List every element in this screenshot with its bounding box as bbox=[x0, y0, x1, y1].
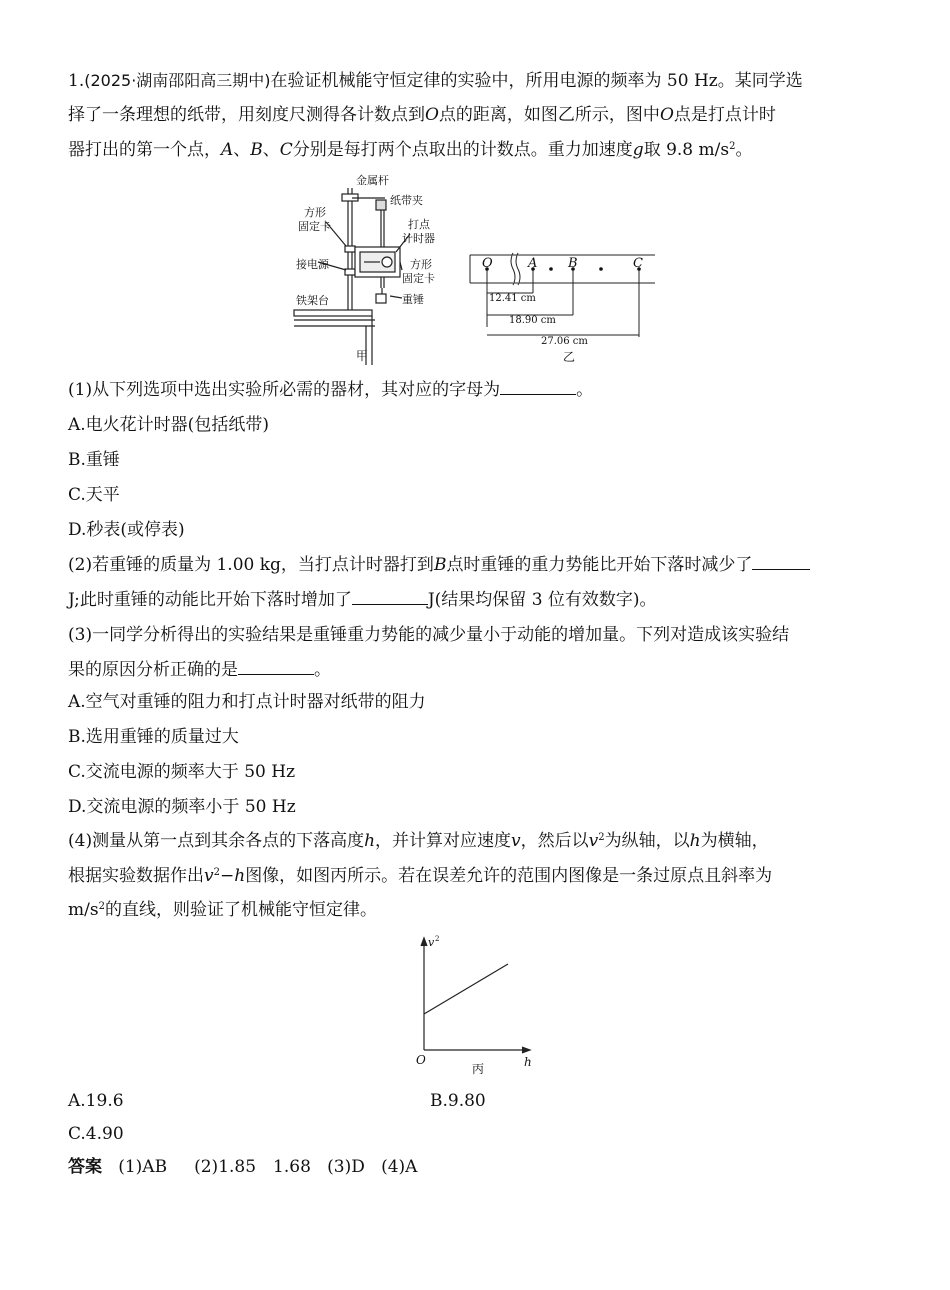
part3-option-a: A.空气对重锤的阻力和打点计时器对纸带的阻力 bbox=[68, 692, 426, 712]
answer-p1: (1)AB bbox=[118, 1157, 168, 1177]
tape-label-a: A bbox=[528, 256, 538, 271]
part3-option-d: D.交流电源的频率小于 50 Hz bbox=[68, 797, 296, 817]
label-card-1b: 固定卡 bbox=[298, 220, 331, 233]
label-card-2b: 固定卡 bbox=[402, 272, 435, 285]
dist-b: 18.90 cm bbox=[509, 315, 556, 326]
square-card-2 bbox=[345, 269, 355, 275]
answer-blank bbox=[500, 378, 576, 395]
part3-line-1: (3)一同学分析得出的实验结果是重锤重力势能的减少量小于动能的增加量。下列对造成该实验结 bbox=[68, 625, 790, 645]
caption-jia: 甲 bbox=[356, 349, 369, 363]
caption-bing: 丙 bbox=[472, 1062, 485, 1076]
answer-blank bbox=[352, 588, 428, 605]
answer-p4: (4)A bbox=[381, 1157, 418, 1177]
answer-blank bbox=[238, 658, 314, 675]
part4-option-c: C.4.90 bbox=[68, 1124, 124, 1144]
figure-apparatus bbox=[290, 170, 460, 370]
tape-label-c: C bbox=[633, 256, 643, 271]
label-weight: 重锤 bbox=[402, 293, 424, 306]
origin-label: O bbox=[416, 1053, 426, 1067]
part4-option-b: B.9.80 bbox=[430, 1091, 486, 1111]
label-timer-a: 打点 bbox=[408, 218, 430, 231]
part4-line-1: (4)测量从第一点到其余各点的下落高度h，并计算对应速度v，然后以$v^2$为纵轴，以h为横轴， bbox=[68, 831, 769, 851]
tape-label-o: O bbox=[482, 256, 493, 271]
question-stem-line-2: 择了一条理想的纸带，用刻度尺测得各计数点到O点的距离，如图乙所示，图中O点是打点计时 bbox=[68, 105, 776, 125]
part2-line-1: (2)若重锤的质量为 1.00 kg，当打点计时器打到B点时重锤的重力势能比开始下落时减少了 bbox=[68, 553, 810, 577]
square-card-1 bbox=[345, 246, 355, 252]
y-axis-sup: 2 bbox=[435, 935, 440, 943]
label-power: 接电源 bbox=[296, 258, 329, 271]
answer-line bbox=[68, 1155, 417, 1179]
dist-c: 27.06 cm bbox=[541, 336, 588, 347]
label-clip: 纸带夹 bbox=[390, 194, 423, 207]
part4-line-2: 根据实验数据作出$v^2-h$图像，如图丙所示。若在误差允许的范围内图像是一条过原点且斜率为 bbox=[68, 866, 773, 886]
label-rod: 金属杆 bbox=[356, 174, 389, 187]
stand-base bbox=[294, 310, 372, 316]
part3-option-c: C.交流电源的频率大于 50 Hz bbox=[68, 762, 296, 782]
dist-a: 12.41 cm bbox=[489, 293, 536, 304]
answer-p3: (3)D bbox=[327, 1157, 365, 1177]
answer-p2: (2)1.85 1.68 bbox=[194, 1157, 311, 1177]
y-axis-label: v bbox=[428, 936, 435, 949]
part4-option-a: A.19.6 bbox=[68, 1091, 124, 1111]
figure-v2-h-graph bbox=[410, 930, 545, 1080]
part3-option-b: B.选用重锤的质量过大 bbox=[68, 727, 239, 747]
tape-dot-mid-1 bbox=[549, 267, 553, 271]
tape-label-b: B bbox=[568, 256, 578, 271]
part3-line-2: 果的原因分析正确的是 。 bbox=[68, 660, 331, 680]
tape-dot-mid-2 bbox=[599, 267, 603, 271]
paper-clip bbox=[376, 200, 386, 210]
weight bbox=[376, 294, 386, 303]
answer-blank bbox=[752, 553, 810, 570]
part2-line-2: J;此时重锤的动能比开始下落时增加了 J(结果均保留 3 位有效数字)。 bbox=[68, 590, 657, 610]
part1-prompt: (1)从下列选项中选出实验所必需的器材，其对应的字母为 。 bbox=[68, 380, 594, 400]
question-source: (2025·湖南邵阳高三期中) bbox=[84, 71, 271, 90]
label-stand: 铁架台 bbox=[296, 294, 329, 307]
part1-option-d: D.秒表(或停表) bbox=[68, 520, 185, 540]
x-axis-label: h bbox=[524, 1055, 532, 1069]
part1-option-c: C.天平 bbox=[68, 485, 120, 505]
part1-option-b: B.重锤 bbox=[68, 450, 120, 470]
figure-paper-tape bbox=[465, 245, 660, 365]
label-card-1a: 方形 bbox=[304, 206, 326, 219]
question-stem-line-3: 器打出的第一个点，A、B、C分别是每打两个点取出的计数点。重力加速度g取 9.8 $m/s^2$。 bbox=[68, 140, 753, 160]
question-stem-line-1: 1.(2025·湖南邵阳高三期中)在验证机械能守恒定律的实验中，所用电源的频率为 50 Hz。某同学选 bbox=[68, 71, 803, 91]
part1-option-a: A.电火花计时器(包括纸带) bbox=[68, 415, 269, 435]
part4-line-3: $m/s^2$的直线，则验证了机械能守恒定律。 bbox=[68, 900, 377, 920]
data-line bbox=[424, 964, 508, 1014]
caption-yi: 乙 bbox=[563, 350, 576, 364]
label-timer-b: 计时器 bbox=[402, 232, 435, 245]
question-number: 1. bbox=[68, 71, 85, 91]
answer-label: 答案 bbox=[68, 1157, 102, 1177]
label-card-2a: 方形 bbox=[410, 258, 432, 271]
